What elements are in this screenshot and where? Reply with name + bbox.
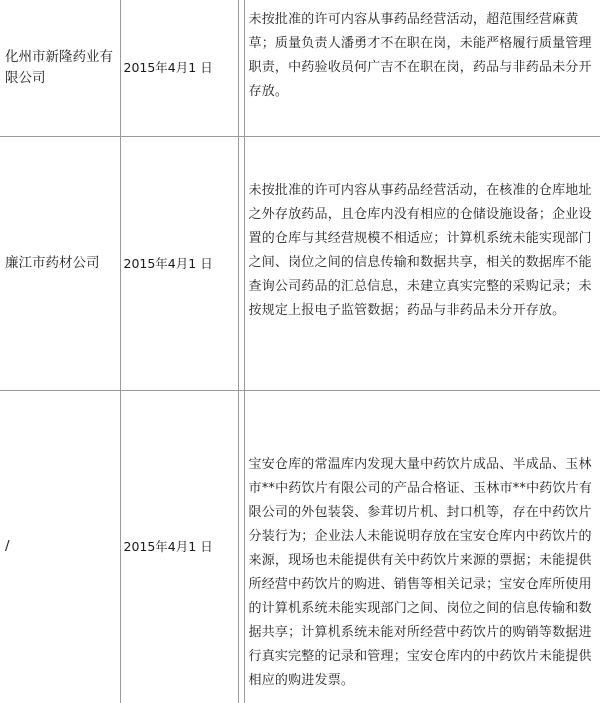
table-row xyxy=(0,390,600,703)
violation-description-cell: 未按批准的许可内容从事药品经营活动，在核准的仓库地址之外存放药品，且仓库内没有相应的仓储设施设备；企业设置的仓库与其经营规模不相适应；计算机系统未能实现部门之间、岗位之间的信息传输和数据共享，相关的数据库不能查询公司药品的汇总信息，未建立真实完整的采购记录；未按规定上报电子监管数据；药品与非药品未分开存放。 xyxy=(244,136,600,390)
inspection-date-cell: 2015年4月1 日 xyxy=(120,136,238,390)
violation-description-cell: 未按批准的许可内容从事药品经营活动，超范围经营麻黄草；质量负责人潘勇才不在职在岗，未能严格履行质量管理职责，中药验收员何广吉不在职在岗，药品与非药品未分开存放。 xyxy=(244,0,600,136)
inspection-date-cell: 2015年4月1 日 xyxy=(120,390,238,703)
company-name-cell: / xyxy=(0,390,120,703)
inspection-date-cell: 2015年4月1 日 xyxy=(120,0,238,136)
table-row xyxy=(0,136,600,390)
company-name-cell: 廉江市药材公司 xyxy=(0,136,120,390)
table-row xyxy=(0,0,600,136)
violation-description-cell: 宝安仓库的常温库内发现大量中药饮片成品、半成品、玉林市**中药饮片有限公司的产品合格证、玉林市**中药饮片有限公司的外包装袋、参茸切片机、封口机等，存在中药饮片分装行为；企业法人未能说明存放在宝安仓库内中药饮片的来源，现场也未能提供有关中药饮片来源的票据；未能提供所经营中药饮片的购进、销售等相关记录；宝安仓库所使用的计算机系统未能实现部门之间、岗位之间的信息传输和数据共享；计算机系统未能对所经营中药饮片的购销等数据进行真实完整的记录和管理；宝安仓库内的中药饮片未能提供相应的购进发票。 xyxy=(244,390,600,703)
company-name-cell: 化州市新隆药业有限公司 xyxy=(0,0,120,136)
